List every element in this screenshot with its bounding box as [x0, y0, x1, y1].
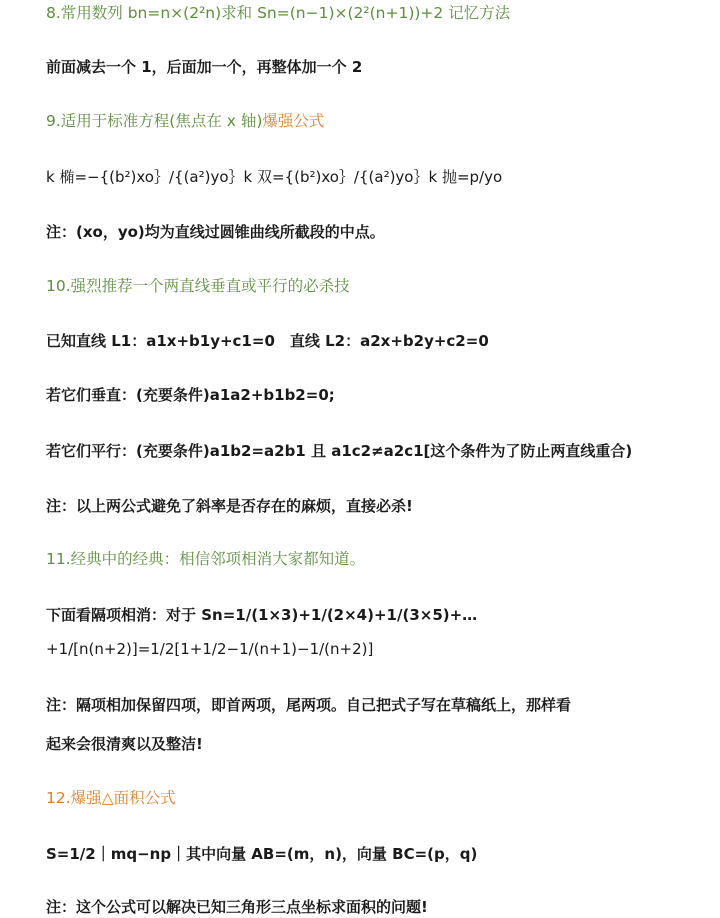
section-10-note: 注：以上两公式避免了斜率是否存在的麻烦，直接必杀! [46, 497, 413, 515]
section-8-text: 前面减去一个 1，后面加一个，再整体加一个 2 [46, 58, 363, 76]
section-9-heading [46, 110, 700, 132]
section-9-note: 注：(xo，yo)均为直线过圆锥曲线所截段的中点。 [46, 223, 385, 241]
section-10-line-1: 已知直线 L1：a1x+b1y+c1=0 直线 L2：a2x+b2y+c2=0 [46, 332, 489, 350]
section-12-formula: S=1/2｜mq−np｜其中向量 AB=(m，n)，向量 BC=(p，q) [46, 845, 478, 863]
section-11-note-2: 起来会很清爽以及整洁! [46, 735, 203, 753]
section-11-line-1: 下面看隔项相消：对于 Sn=1/(1×3)+1/(2×4)+1/(3×5)+… [46, 606, 478, 624]
section-11-line-2: +1/[n(n+2)]=1/2[1+1/2−1/(n+1)−1/(n+2)] [46, 640, 374, 658]
section-9-heading-accent: 爆强公式 [262, 112, 325, 130]
section-10-line-3: 若它们平行：(充要条件)a1b2=a2b1 且 a1c2≠a2c1[这个条件为了防止两直线重合) [46, 442, 633, 460]
section-11-heading: 11.经典中的经典：相信邻项相消大家都知道。 [46, 550, 366, 568]
section-12-note: 注：这个公式可以解决已知三角形三点坐标求面积的问题! [46, 898, 428, 916]
section-12-heading-accent: 爆强 [70, 789, 102, 807]
section-12-heading-rest: △面积公式 [101, 789, 176, 807]
section-9-heading-prefix: 9.适用于标准方程(焦点在 x 轴) [46, 112, 263, 130]
section-10-line-2: 若它们垂直：(充要条件)a1a2+b1b2=0; [46, 386, 335, 404]
section-12-heading [46, 787, 700, 809]
section-8-heading: 8.常用数列 bn=n×(2²n)求和 Sn=(n−1)×(2²(n+1))+2 记忆方法 [46, 4, 511, 22]
section-11-note-1: 注：隔项相加保留四项，即首两项，尾两项。自己把式子写在草稿纸上，那样看 [46, 696, 572, 714]
section-10-heading: 10.强烈推荐一个两直线垂直或平行的必杀技 [46, 277, 350, 295]
section-12-heading-prefix: 12. [46, 789, 71, 807]
section-9-formula: k 椭=−{(b²)xo｝/{(a²)yo｝k 双={(b²)xo｝/{(a²)yo｝k 抛=p/yo [46, 168, 503, 186]
